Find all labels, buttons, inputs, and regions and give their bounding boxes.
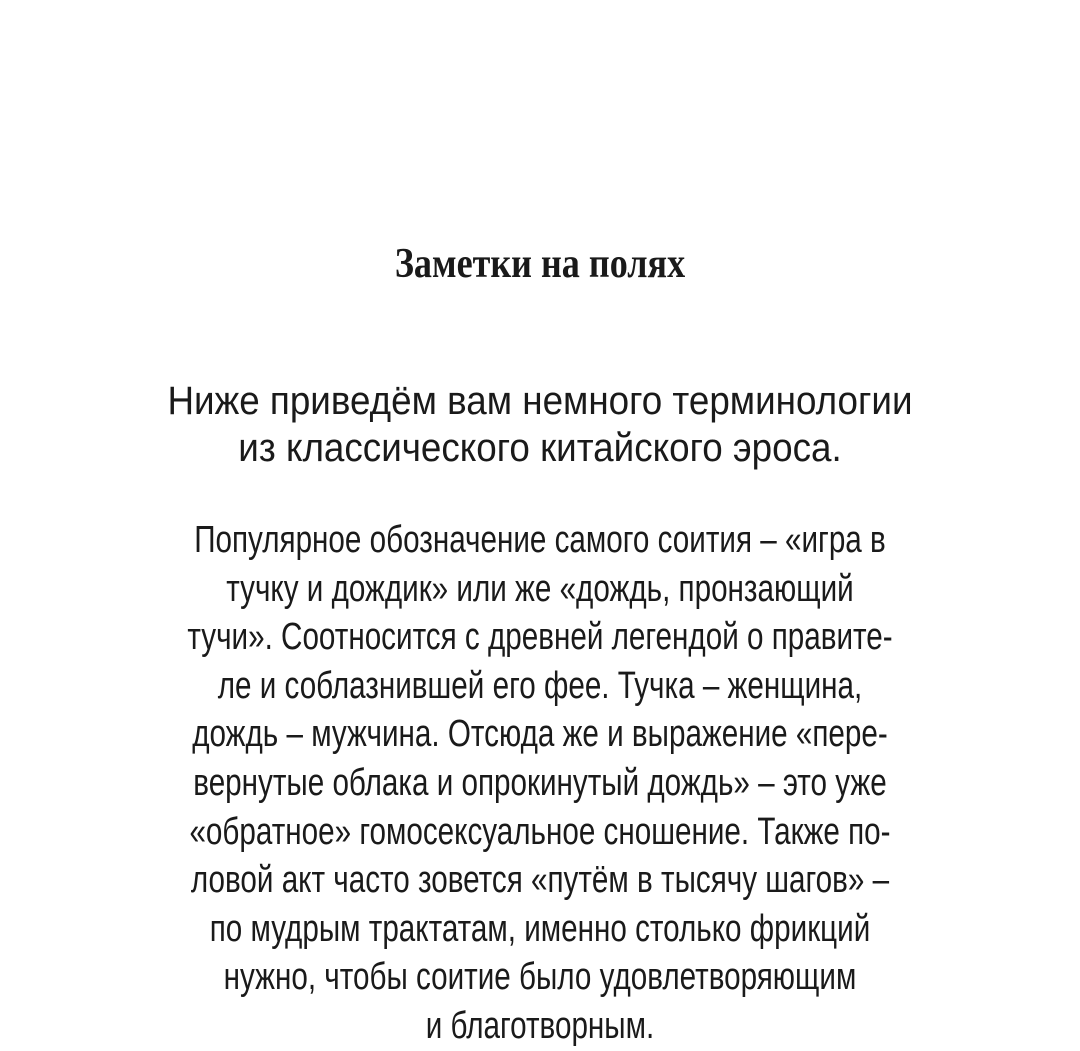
body-line: вернутые облака и опрокинутый дождь» – это уже <box>193 761 887 804</box>
body-line: ле и соблазнившей его фее. Тучка – женщина, <box>217 664 863 707</box>
body-line: и благотворным. <box>425 1004 655 1047</box>
intro-line: из классического китайского эроса. <box>238 426 842 470</box>
body-line: по мудрым трактатам, именно столько фрикций <box>209 907 871 950</box>
body-line: ловой акт часто зовется «путём в тысячу шагов» – <box>190 859 890 902</box>
page-title: Заметки на полях <box>394 241 686 287</box>
body-line: тучку и дождик» или же «дождь, пронзающий <box>226 567 854 610</box>
body-line: тучи». Соотносится с древней легендой о правите- <box>187 616 893 659</box>
intro-line: Ниже приведём вам немного терминологии <box>167 379 913 423</box>
body-line: дождь – мужчина. Отсюда же и выражение «пере- <box>192 713 888 756</box>
body-line: «обратное» гомосексуальное сношение. Также по- <box>189 810 891 853</box>
body-line: нужно, чтобы соитие было удовлетворяющим <box>223 956 857 999</box>
body-paragraph <box>60 516 1020 1051</box>
body-line: Популярное обозначение самого соития – «игра в <box>194 519 886 561</box>
intro-paragraph <box>60 378 1020 472</box>
